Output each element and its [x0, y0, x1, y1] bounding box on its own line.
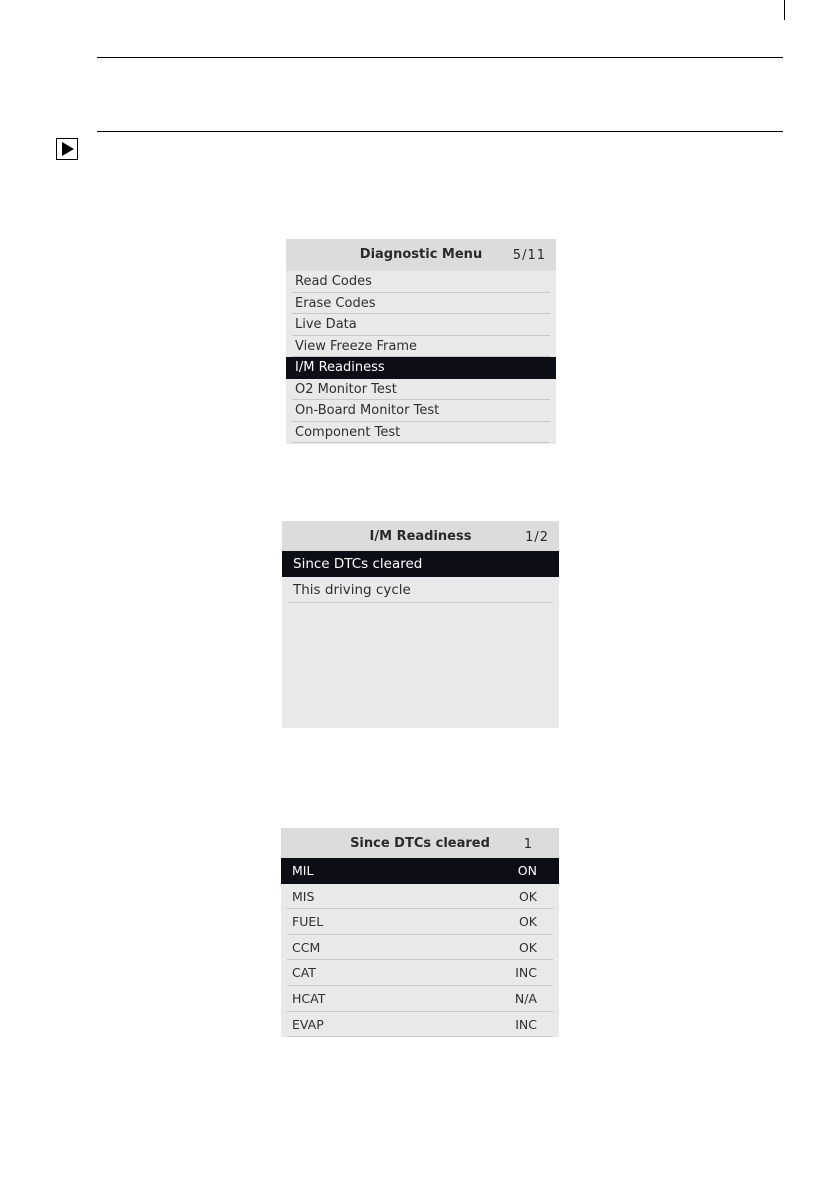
menu-item[interactable]: [286, 314, 556, 336]
monitor-name: MIL: [292, 863, 314, 878]
play-triangle-icon: [56, 138, 78, 160]
screen-header: [281, 828, 559, 858]
header-rule-top: [97, 57, 783, 58]
monitor-status: OK: [518, 939, 537, 955]
row-divider: [287, 1036, 553, 1037]
monitor-row[interactable]: [281, 909, 559, 935]
screen-title: Since DTCs cleared: [350, 836, 490, 851]
row-divider: [292, 442, 550, 443]
monitor-name: CAT: [292, 965, 316, 981]
screen-header: [282, 521, 559, 551]
monitor-status: INC: [515, 1016, 537, 1032]
diagnostic-menu-screen: [286, 239, 556, 444]
monitor-row[interactable]: [281, 986, 559, 1012]
monitor-status-list: [281, 858, 559, 1037]
header-rule-bottom: [97, 131, 783, 132]
monitor-status: N/A: [514, 990, 537, 1006]
monitor-status: OK: [518, 888, 537, 904]
monitor-row[interactable]: [281, 935, 559, 961]
since-dtcs-cleared-screen: [281, 828, 559, 1037]
page-indicator: 5/11: [512, 248, 546, 263]
monitor-row[interactable]: [281, 1012, 559, 1037]
menu-item-label: Live Data: [295, 317, 357, 332]
menu-item[interactable]: [286, 422, 556, 444]
menu-list: [286, 271, 556, 443]
monitor-name: HCAT: [292, 990, 326, 1006]
monitor-row[interactable]: [281, 858, 559, 884]
menu-item-label: I/M Readiness: [295, 360, 385, 375]
menu-item-label: Read Codes: [295, 274, 372, 289]
menu-item[interactable]: [286, 357, 556, 379]
monitor-row[interactable]: [281, 960, 559, 986]
menu-item[interactable]: [282, 577, 559, 603]
menu-item[interactable]: [286, 400, 556, 422]
menu-item-label: Component Test: [295, 424, 401, 440]
screen-header: [286, 239, 556, 271]
menu-item[interactable]: [286, 271, 556, 293]
menu-item-label: O2 Monitor Test: [295, 381, 397, 397]
menu-item-label: Since DTCs cleared: [293, 556, 423, 572]
menu-item[interactable]: [282, 551, 559, 577]
menu-item-label: On-Board Monitor Test: [295, 403, 440, 418]
menu-item-label: View Freeze Frame: [295, 338, 418, 354]
im-readiness-screen: [282, 521, 559, 728]
menu-item[interactable]: [286, 379, 556, 401]
menu-item-label: This driving cycle: [293, 582, 411, 598]
monitor-row[interactable]: [281, 884, 559, 910]
monitor-status: OK: [518, 914, 537, 930]
menu-item[interactable]: [286, 293, 556, 315]
menu-item[interactable]: [286, 336, 556, 358]
monitor-status: INC: [515, 965, 537, 981]
row-divider: [288, 602, 553, 603]
screen-title: Diagnostic Menu: [359, 247, 483, 262]
monitor-name: EVAP: [292, 1016, 324, 1032]
monitor-name: MIS: [292, 888, 315, 904]
page-indicator: 1/2: [525, 530, 549, 545]
monitor-name: FUEL: [292, 914, 324, 930]
page-indicator: 1: [523, 837, 533, 852]
menu-list: [282, 551, 559, 603]
screen-title: I/M Readiness: [369, 529, 472, 544]
monitor-status: ON: [517, 863, 537, 878]
crop-mark: [784, 0, 785, 20]
menu-item-label: Erase Codes: [295, 295, 376, 311]
monitor-name: CCM: [292, 939, 321, 955]
